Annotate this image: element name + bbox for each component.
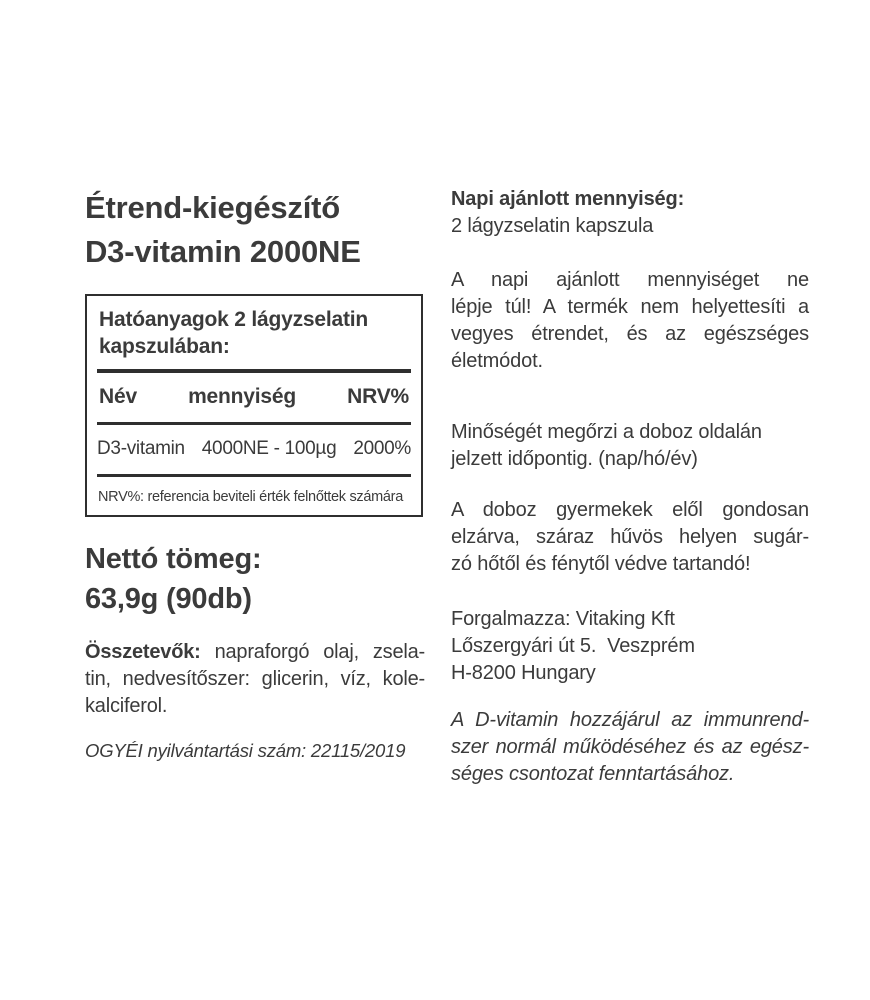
row-nutrient-nrv: 2000%: [353, 438, 411, 459]
ingredients-paragraph: [85, 639, 425, 720]
product-title-line2: D3-vitamin 2000NE: [85, 234, 361, 269]
net-weight-label: Nettó tömeg:: [85, 543, 262, 575]
quality-paragraph: [451, 419, 809, 473]
dose-block: [451, 186, 809, 240]
distributor-block: [451, 606, 809, 687]
distributor-line1: Forgalmazza: Vitaking Kft: [451, 608, 675, 630]
storage-line2: elzárva, száraz hűvös helyen sugár-: [451, 526, 809, 548]
quality-line1: Minőségét megőrzi a doboz oldalán: [451, 421, 762, 443]
column-header-nrv: NRV%: [347, 385, 409, 408]
column-header-amount: mennyiség: [188, 385, 296, 408]
ingredients-line1-rest: napraforgó olaj, zsela-: [214, 641, 426, 663]
warning-line4: életmódot.: [451, 350, 543, 372]
table-rule-bottom: [97, 474, 411, 477]
health-claim-paragraph: [451, 707, 809, 788]
ingredients-line3: kalciferol.: [85, 695, 168, 717]
distributor-line3: H-8200 Hungary: [451, 662, 596, 684]
table-rule-top: [97, 369, 411, 373]
net-weight: [85, 539, 425, 619]
health-claim-line3: séges csontozat fenntartásához.: [451, 763, 735, 785]
warning-line1: A napi ajánlott mennyiséget ne: [451, 269, 809, 291]
column-header-name: Név: [99, 385, 137, 408]
table-column-headers: [97, 382, 411, 413]
product-title-line1: Étrend-kiegészítő: [85, 190, 340, 225]
ingredients-line1: [85, 639, 425, 666]
warning-paragraph: [451, 267, 809, 375]
right-column: [451, 186, 809, 788]
supplement-facts-table: [85, 294, 423, 517]
warning-line3: vegyes étrendet, és az egészséges: [451, 323, 809, 345]
dose-heading: Napi ajánlott mennyiség:: [451, 188, 685, 210]
left-column: [85, 186, 425, 788]
warning-line2: lépje túl! A termék nem helyettesíti a: [451, 296, 809, 318]
storage-line1: A doboz gyermekek elől gondosan: [451, 499, 809, 521]
row-nutrient-name: D3-vitamin: [97, 438, 185, 459]
product-title: [85, 186, 425, 274]
net-weight-value: 63,9g (90db): [85, 583, 252, 615]
table-rule-middle: [97, 422, 411, 425]
ingredients-line2: tin, nedvesítőszer: glicerin, víz, kole-: [85, 668, 425, 690]
registration-number: OGYÉI nyilvántartási szám: 22115/2019: [85, 740, 406, 761]
health-claim-line1: A D-vitamin hozzájárul az immunrend-: [451, 709, 809, 731]
health-claim-line2: szer normál működéséhez és az egész-: [451, 736, 809, 758]
quality-line2: jelzett időpontig. (nap/hó/év): [451, 448, 698, 470]
table-heading-line1: Hatóanyagok 2 lágyzselatin: [99, 308, 369, 331]
ingredients-label: Összetevők:: [85, 641, 201, 663]
storage-line3: zó hőtől és fénytől védve tartandó!: [451, 553, 751, 575]
table-row: [97, 434, 411, 465]
table-heading: [97, 306, 411, 360]
distributor-line2: Lőszergyári út 5. Veszprém: [451, 635, 695, 657]
table-heading-line2: kapszulában:: [99, 335, 230, 358]
storage-paragraph: [451, 497, 809, 578]
row-nutrient-amount: 4000NE - 100µg: [201, 438, 337, 459]
dose-value: 2 lágyzselatin kapszula: [451, 215, 654, 237]
table-footnote: NRV%: referencia beviteli érték felnőttek számára: [98, 489, 403, 505]
